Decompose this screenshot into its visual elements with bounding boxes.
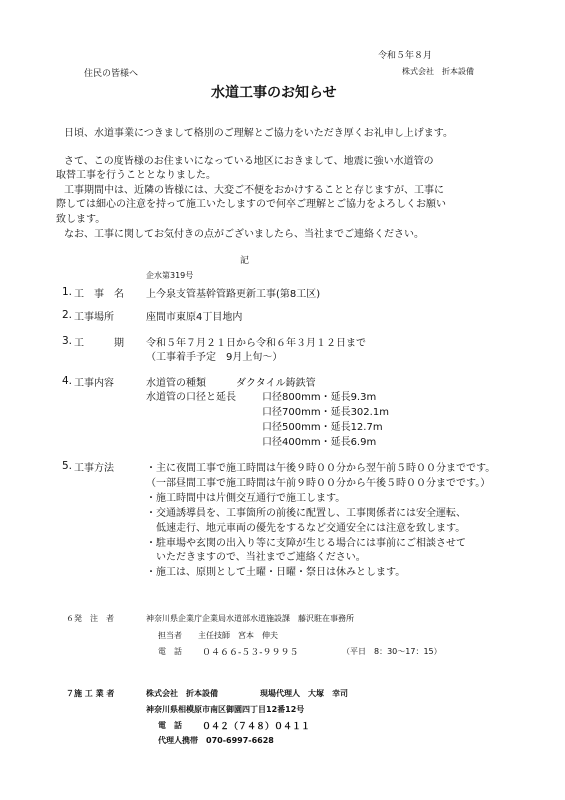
item-number: 2. xyxy=(62,309,73,321)
pipe-size: 口径700mm・延長302.1m xyxy=(262,407,389,418)
orderer-tel-label: 電 話 xyxy=(158,647,182,656)
orderer-tel: ０４６６-５３-９９９５ xyxy=(202,648,299,658)
contractor-rep: 現場代理人 大塚 幸司 xyxy=(260,689,348,698)
paragraph-line: 工事期間中は、近隣の皆様には、大変ご不便をおかけすることと存じますが、工事に xyxy=(64,185,444,196)
item-number: 3. xyxy=(62,335,73,347)
method-line: いただきますので、当社までご連絡ください。 xyxy=(146,552,366,563)
item-label: 工 事 名 xyxy=(74,289,124,300)
item-number: 5. xyxy=(62,460,73,472)
contractor-address: 神奈川県相模原市南区御園四丁目12番12号 xyxy=(146,705,305,714)
item-label: 工事方法 xyxy=(74,463,114,474)
method-line: （一部昼間工事で施工時間は午前９時００分から午後５時００分までです。） xyxy=(146,478,491,489)
recipient: 住民の皆様へ xyxy=(84,69,139,79)
pipe-size-label: 水道管の口径と延長 xyxy=(146,392,236,403)
paragraph-line: 際しては細心の注意を持って施工いたしますので何卒ご理解とご協力をよろしくお願い xyxy=(56,199,446,210)
contractor-company: 株式会社 折本設備 xyxy=(146,689,218,698)
company-header: 株式会社 折本設備 xyxy=(402,67,474,76)
ki-mark: 記 xyxy=(240,256,250,266)
contractor-mobile: 代理人携帯 070-6997-6628 xyxy=(158,736,274,745)
item-label: 工 期 xyxy=(74,338,124,349)
orderer-hours: （平日 8：30～17：15） xyxy=(342,647,442,656)
method-line: ・駐車場や玄関の出入り等に支障が生じる場合には事前にご相談させて xyxy=(146,538,466,549)
item-number: 4. xyxy=(62,375,73,387)
pipe-size: 口径800mm・延長9.3m xyxy=(262,392,377,403)
method-line: ・主に夜間工事で施工時間は午後９時００分から翌午前５時００分までです。 xyxy=(146,463,496,474)
contractor-label: ７施 工 業 者 xyxy=(66,689,115,698)
contractor-tel: ０４２（７４８）０４１１ xyxy=(202,722,311,732)
paragraph-line: 取替工事を行うこととなりました。 xyxy=(56,170,216,181)
item-note: （工事着手予定 9月上旬～） xyxy=(146,352,283,363)
item-number: 1. xyxy=(62,286,73,298)
notice-date: 令和５年８月 xyxy=(378,51,433,61)
orderer-org: 神奈川県企業庁企業局水道部水道施設課 藤沢駐在事務所 xyxy=(146,614,354,623)
item-value: 上今泉支管基幹管路更新工事(第8工区) xyxy=(146,289,321,300)
method-line: ・施工は、原則として土曜・日曜・祭日は休みとします。 xyxy=(146,567,406,578)
item-label: 工事内容 xyxy=(74,378,114,389)
pipe-type-value: ダクタイル鋳鉄管 xyxy=(236,378,316,389)
project-number: 企水第319号 xyxy=(146,271,194,280)
method-line: ・交通誘導員を、工事箇所の前後に配置し、工事関係者には安全運転、 xyxy=(146,508,466,519)
paragraph-line: なお、工事に関してお気付きの点がございましたら、当社までご連絡ください。 xyxy=(64,229,424,240)
page-title: 水道工事のお知らせ xyxy=(211,85,337,101)
orderer-label: ６発 注 者 xyxy=(66,614,114,623)
item-value: 座間市東原4丁目地内 xyxy=(146,312,243,323)
item-label: 工事場所 xyxy=(74,312,114,323)
method-line: ・施工時間中は片側交互通行で施工します。 xyxy=(146,493,346,504)
paragraph-greeting: 日頃、水道事業につきまして格別のご理解とご協力をいただき厚くお礼申し上げます。 xyxy=(64,128,453,139)
paragraph-line: 致します。 xyxy=(56,214,106,225)
method-line: 低速走行、地元車両の優先をするなど交通安全には注意を致します。 xyxy=(146,523,466,534)
pipe-type-label: 水道管の種類 xyxy=(146,378,206,389)
pipe-size: 口径500mm・延長12.7m xyxy=(262,422,383,433)
paragraph-line: さて、この度皆様のお住まいになっている地区におきまして、地震に強い水道管の xyxy=(64,156,434,167)
orderer-person: 担当者 主任技師 宮本 伸夫 xyxy=(158,631,278,640)
contractor-tel-label: 電 話 xyxy=(158,721,182,730)
item-value: 令和５年７月２１日から令和６年３月１２日まで xyxy=(146,338,366,349)
pipe-size: 口径400mm・延長6.9m xyxy=(262,437,377,448)
